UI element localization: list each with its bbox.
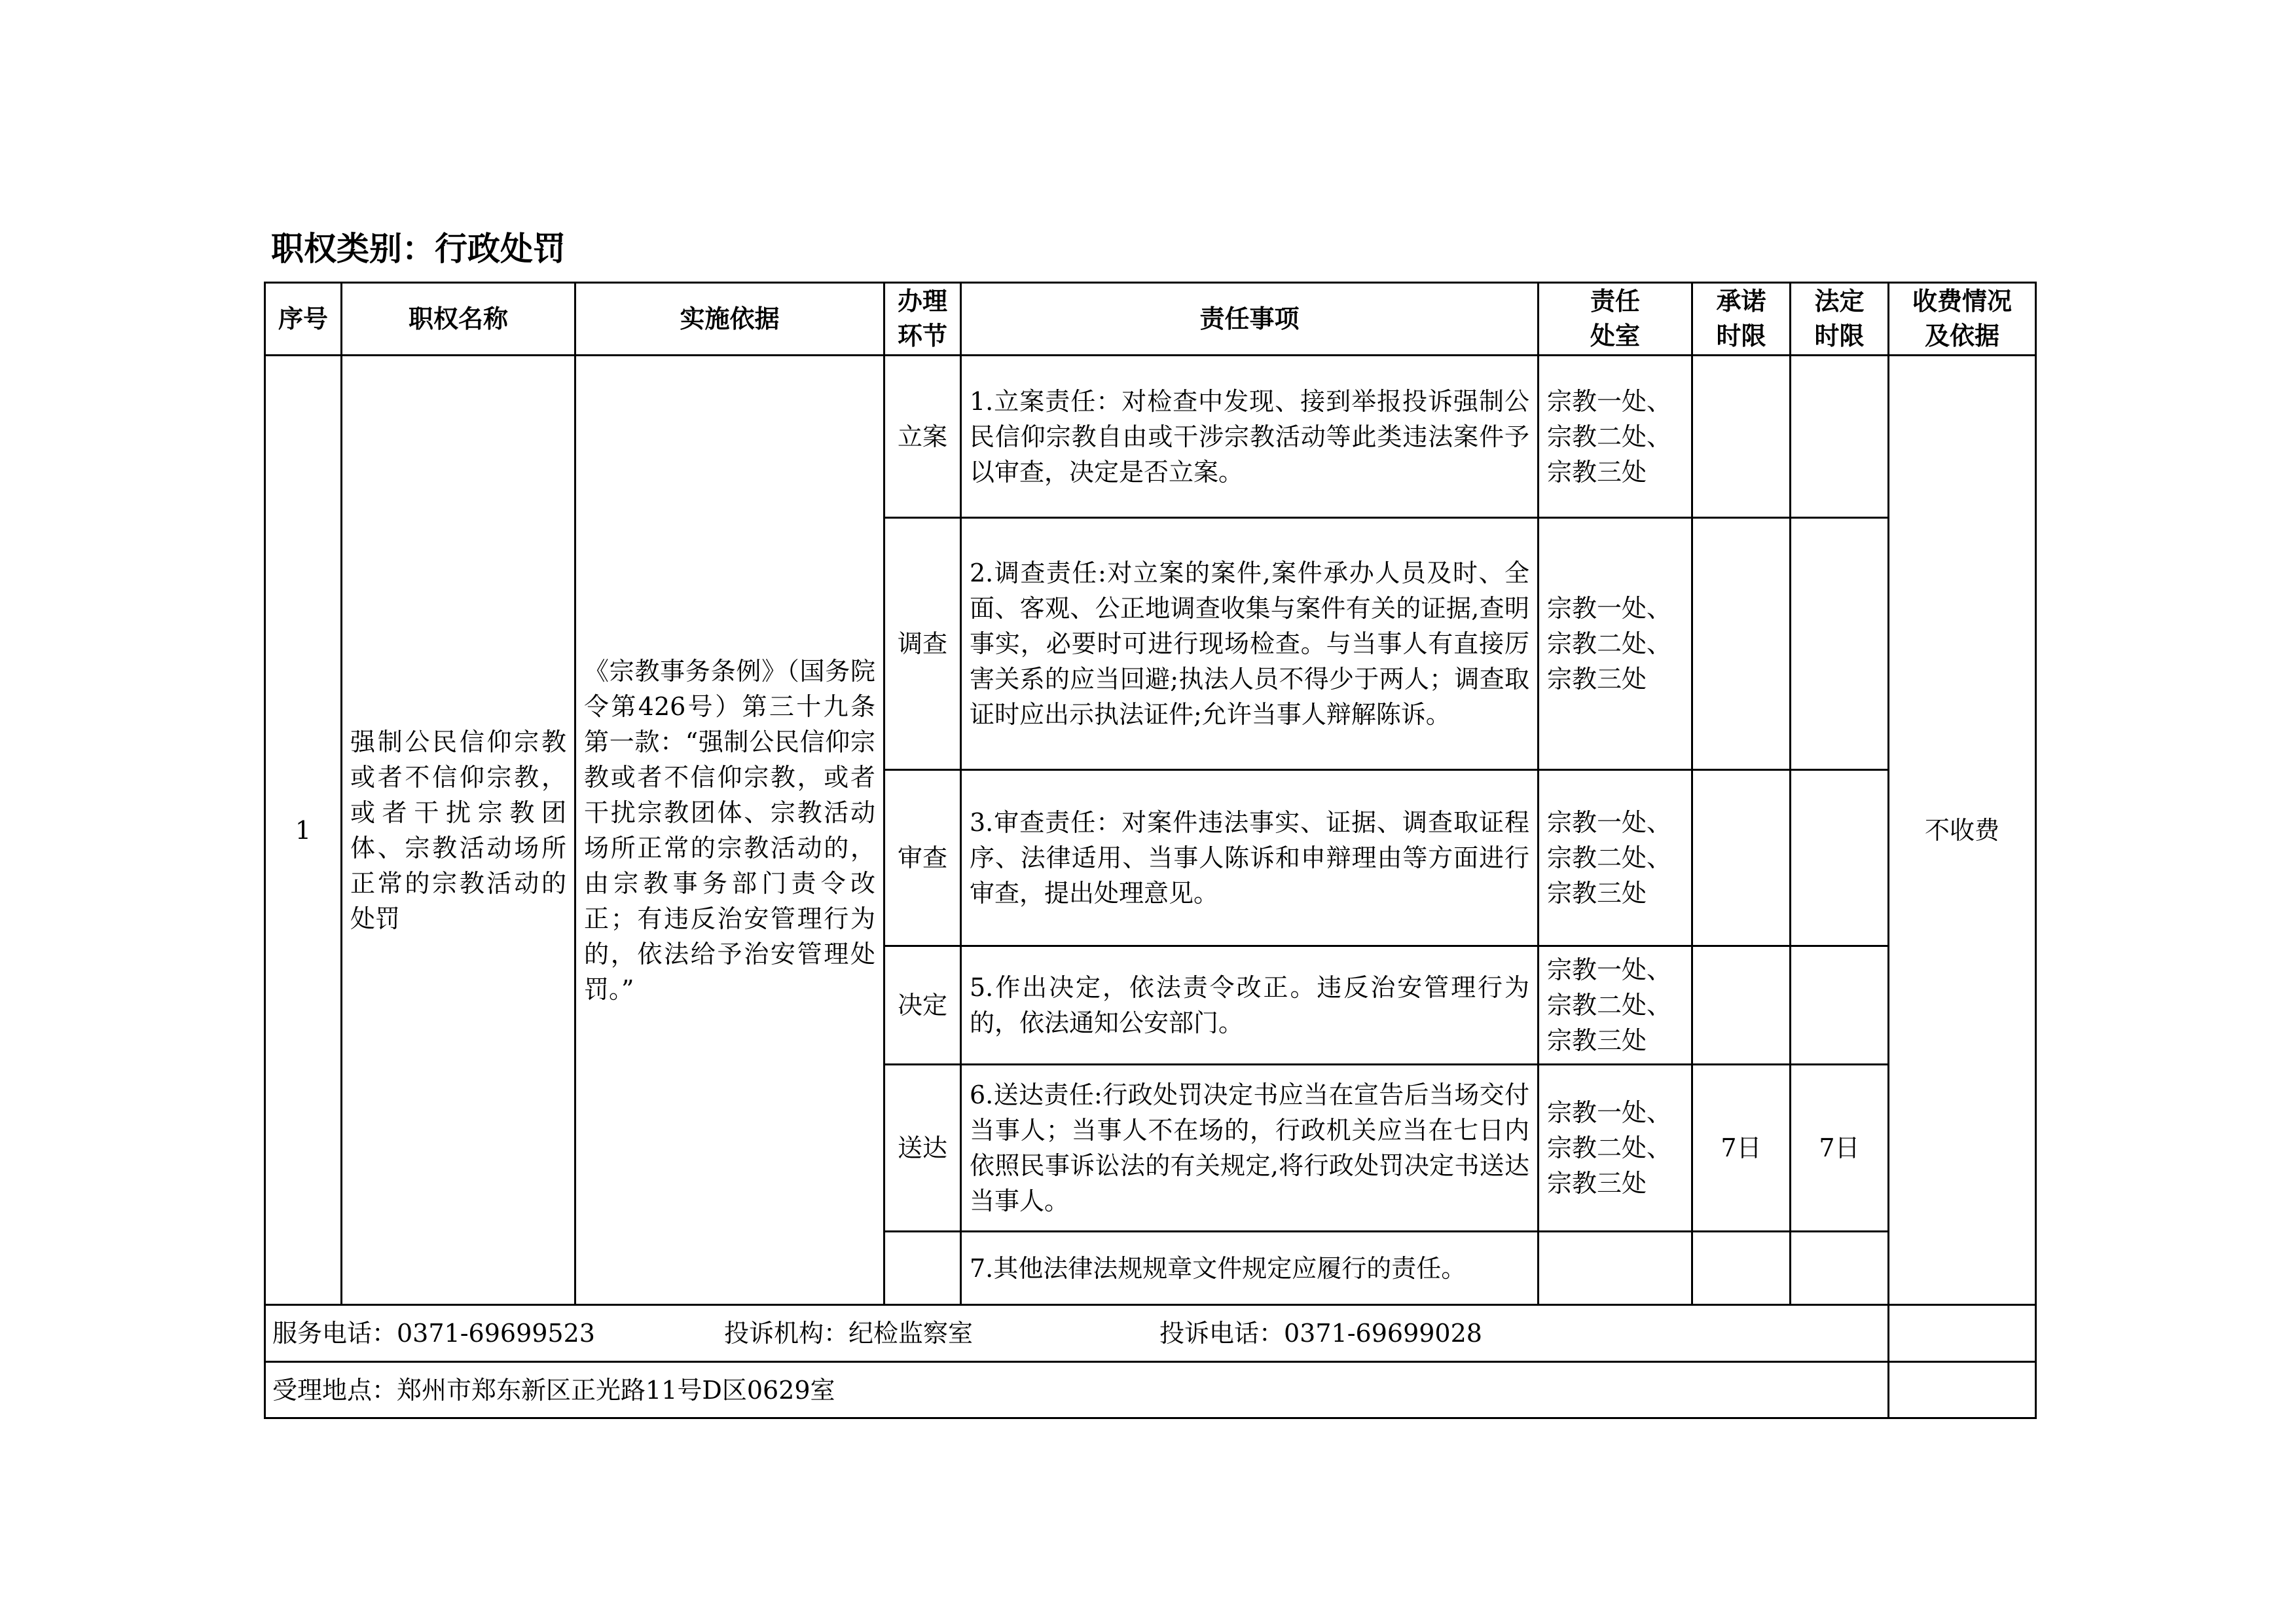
header-legal-line1: 法定	[1814, 287, 1865, 316]
dept-line: 宗教二处、	[1547, 991, 1672, 1020]
dept-line: 宗教三处	[1547, 1026, 1647, 1055]
complaint-organization: 投诉机构：纪检监察室	[724, 1319, 974, 1348]
dept-cell	[1539, 770, 1692, 946]
responsibility-item: 3.审查责任：对案件违法事实、证据、调查取证程序、法律适用、当事人陈诉和申辩理由等方面进行审查，提出处理意见。	[961, 770, 1539, 946]
fee-cell: 不收费	[1889, 356, 2036, 1305]
promise-limit-cell	[1692, 356, 1791, 518]
header-legal	[1791, 283, 1889, 356]
responsibility-item: 6.送达责任:行政处罚决定书应当在宣告后当场交付当事人；当事人不在场的，行政机关应当在七日内依照民事诉讼法的有关规定,将行政处罚决定书送达当事人。	[961, 1065, 1539, 1232]
dept-cell	[1539, 946, 1692, 1065]
header-row	[265, 283, 2036, 356]
table-row	[265, 356, 2036, 518]
address-cell: 受理地点：郑州市郑东新区正光路11号D区0629室	[265, 1362, 1889, 1418]
dept-line: 宗教一处、	[1547, 386, 1672, 416]
header-basis: 实施依据	[575, 283, 884, 356]
complaint-phone: 投诉电话：0371-69699028	[1159, 1319, 1482, 1348]
contact-cell	[265, 1305, 1889, 1362]
dept-line: 宗教三处	[1547, 879, 1647, 908]
contact-row	[265, 1305, 2036, 1362]
dept-cell	[1539, 356, 1692, 518]
dept-line: 宗教一处、	[1547, 808, 1672, 837]
header-dept-line2: 处室	[1590, 322, 1640, 350]
responsibility-item: 2.调查责任:对立案的案件,案件承办人员及时、全面、客观、公正地调查收集与案件有关的证据,查明事实，必要时可进行现场检查。与当事人有直接厉害关系的应当回避;执法人员不得少于两人；调查取证时应出示执法证件;允许当事人辩解陈诉。	[961, 518, 1539, 770]
header-fee-line1: 收费情况	[1912, 287, 2012, 316]
dept-cell	[1539, 518, 1692, 770]
promise-limit-cell: 7日	[1692, 1065, 1791, 1232]
header-stage-line2: 环节	[897, 322, 947, 350]
responsibility-item: 5.作出决定，依法责令改正。违反治安管理行为的，依法通知公安部门。	[961, 946, 1539, 1065]
responsibility-item: 7.其他法律法规规章文件规定应履行的责任。	[961, 1232, 1539, 1305]
header-items: 责任事项	[961, 283, 1539, 356]
record-no: 1	[265, 356, 342, 1305]
header-fee	[1889, 283, 2036, 356]
dept-line: 宗教二处、	[1547, 422, 1672, 451]
header-promise-line2: 时限	[1716, 322, 1766, 350]
header-stage	[884, 283, 961, 356]
dept-line: 宗教三处	[1547, 457, 1647, 487]
legal-limit-cell	[1791, 770, 1889, 946]
promise-limit-cell	[1692, 1232, 1791, 1305]
dept-line: 宗教二处、	[1547, 843, 1672, 872]
dept-cell	[1539, 1065, 1692, 1232]
address-empty-cell	[1889, 1362, 2036, 1418]
record-name: 强制公民信仰宗教或者不信仰宗教，或者干扰宗教团体、宗教活动场所正常的宗教活动的处罚	[342, 356, 575, 1305]
promise-limit-cell	[1692, 946, 1791, 1065]
header-name: 职权名称	[342, 283, 575, 356]
dept-line: 宗教三处	[1547, 1169, 1647, 1198]
header-promise	[1692, 283, 1791, 356]
service-phone: 服务电话：0371-69699523	[272, 1319, 595, 1348]
dept-line: 宗教二处、	[1547, 1134, 1672, 1162]
contact-empty-cell	[1889, 1305, 2036, 1362]
address-row	[265, 1362, 2036, 1418]
dept-cell	[1539, 1232, 1692, 1305]
promise-limit-cell	[1692, 770, 1791, 946]
authority-table	[264, 282, 2037, 1419]
header-dept	[1539, 283, 1692, 356]
dept-line: 宗教二处、	[1547, 629, 1672, 658]
header-stage-line1: 办理	[897, 287, 947, 316]
stage-cell: 决定	[884, 946, 961, 1065]
header-dept-line1: 责任	[1590, 287, 1640, 316]
responsibility-item: 1.立案责任：对检查中发现、接到举报投诉强制公民信仰宗教自由或干涉宗教活动等此类违法案件予以审查，决定是否立案。	[961, 356, 1539, 518]
dept-line: 宗教三处	[1547, 665, 1647, 693]
promise-limit-cell	[1692, 518, 1791, 770]
legal-limit-cell	[1791, 518, 1889, 770]
legal-limit-cell: 7日	[1791, 1065, 1889, 1232]
header-promise-line1: 承诺	[1716, 287, 1766, 316]
header-no: 序号	[265, 283, 342, 356]
stage-cell: 送达	[884, 1065, 961, 1232]
dept-line: 宗教一处、	[1547, 1098, 1672, 1127]
stage-cell	[884, 1232, 961, 1305]
legal-limit-cell	[1791, 356, 1889, 518]
legal-limit-cell	[1791, 1232, 1889, 1305]
document-title: 职权类别：行政处罚	[271, 230, 566, 268]
stage-cell: 调查	[884, 518, 961, 770]
dept-line: 宗教一处、	[1547, 594, 1672, 623]
dept-line: 宗教一处、	[1547, 955, 1672, 984]
stage-cell: 立案	[884, 356, 961, 518]
header-legal-line2: 时限	[1814, 322, 1865, 350]
header-fee-line2: 及依据	[1924, 322, 1999, 350]
stage-cell: 审查	[884, 770, 961, 946]
record-basis: 《宗教事务条例》（国务院令第426号）第三十九条第一款：“强制公民信仰宗教或者不信仰宗教，或者干扰宗教团体、宗教活动场所正常的宗教活动的，由宗教事务部门责令改正；有违反治安管理行为的，依法给予治安管理处罚。”	[575, 356, 884, 1305]
legal-limit-cell	[1791, 946, 1889, 1065]
